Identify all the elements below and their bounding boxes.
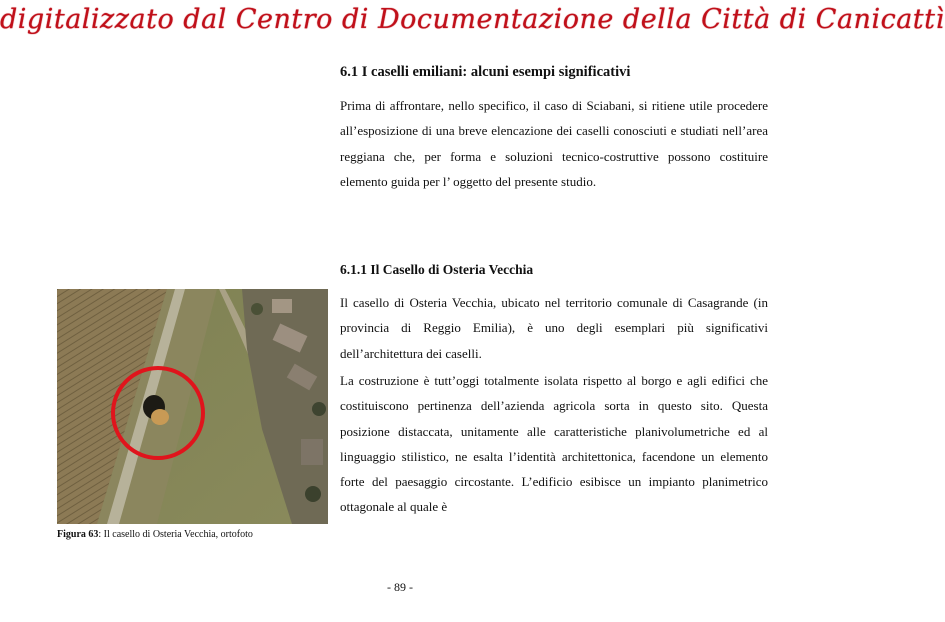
- section-title: 6.1 I caselli emiliani: alcuni esempi significativi: [340, 64, 631, 80]
- watermark: digitalizzato dal Centro di Documentazione della Città di Canicattì: [0, 4, 945, 35]
- farm-building: [301, 439, 323, 465]
- tree: [305, 486, 321, 502]
- figure-caption: [57, 529, 253, 540]
- tree: [251, 303, 263, 315]
- body-paragraph-2: La costruzione è tutt’oggi totalmente isolata rispetto al borgo e agli edifici che costituiscono pertinenza dell’azienda agricola sorta in questo sito. Questa posizione distaccata, unitamente alle caratteristiche planivolumetriche ed al linguaggio stilistico, ne esalta l’identità architettonica, facendone un elemento forte del paesaggio circostante. L’edificio esibisce un impianto planimetrico ottagonale al quale è: [340, 373, 768, 515]
- aerial-photo: [57, 289, 328, 524]
- figure-label: Figura 63: [57, 529, 99, 540]
- intro-paragraph: Prima di affrontare, nello specifico, il caso di Sciabani, si ritiene utile procedere all’esposizione di una breve elencazione dei caselli conosciuti e studiati nell’area reggiana che, per forma e soluzioni tecnico-costruttive possono costituire elemento guida per l’ oggetto del presente studio.: [340, 98, 768, 189]
- farm-building: [272, 299, 292, 313]
- subsection-title: 6.1.1 Il Casello di Osteria Vecchia: [340, 262, 534, 277]
- tree: [312, 402, 326, 416]
- page-number: - 89 -: [387, 580, 413, 594]
- body-paragraph-1: Il casello di Osteria Vecchia, ubicato nel territorio comunale di Casagrande (in provincia di Reggio Emilia), è uno degli esemplari più significativi dell’architettura dei caselli.: [340, 295, 768, 361]
- figure-caption-text: : Il casello di Osteria Vecchia, ortofoto: [98, 529, 253, 540]
- casello-roof: [151, 409, 169, 425]
